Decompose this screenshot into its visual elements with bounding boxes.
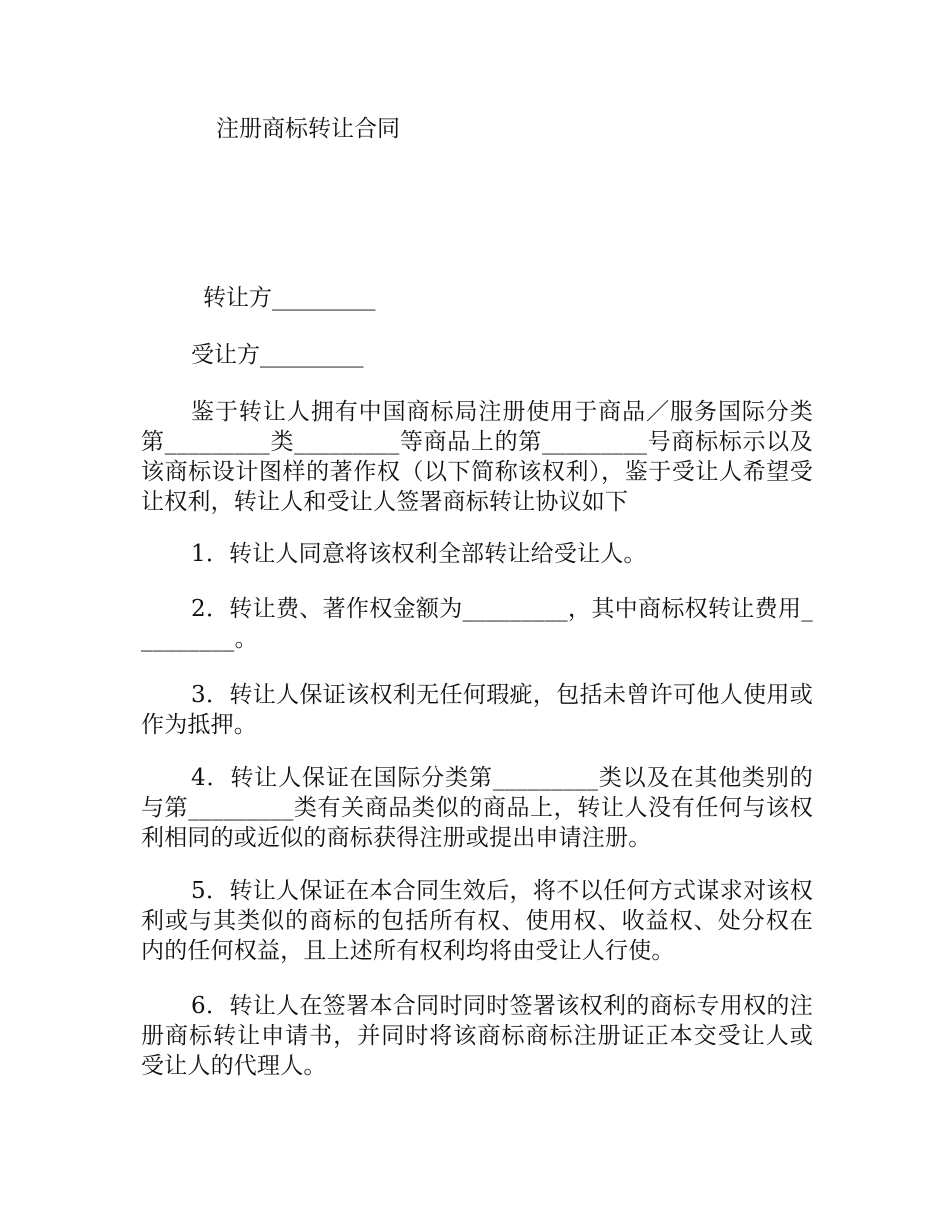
document-title: 注册商标转让合同: [216, 116, 400, 142]
transferee-line: 受让方_________: [191, 342, 364, 368]
clause-3: 3．转让人保证该权利无任何瑕疵，包括未曾许可他人使用或作为抵押。: [141, 682, 813, 738]
preamble-paragraph: 鉴于转让人拥有中国商标局注册使用于商品／服务国际分类第_________类_________等商品上的第_________号商标标示以及该商标设计图样的著作权（以下简称该权利），鉴于受让人希望受让权利，转让人和受让人签署商标转让协议如下: [141, 399, 813, 515]
clause-5: 5．转让人保证在本合同生效后，将不以任何方式谋求对该权利或与其类似的商标的包括所有权、使用权、收益权、处分权在内的任何权益，且上述所有权利均将由受让人行使。: [141, 878, 813, 964]
transferor-line: 转让方_________: [203, 285, 376, 311]
clause-1: 1．转让人同意将该权利全部转让给受让人。: [191, 541, 647, 567]
clause-6: 6．转让人在签署本合同时同时签署该权利的商标专用权的注册商标转让申请书，并同时将该商标商标注册证正本交受让人或受让人的代理人。: [141, 993, 813, 1079]
clause-2: 2．转让费、著作权金额为_________，其中商标权转让费用_________。: [141, 596, 813, 652]
clause-4: 4．转让人保证在国际分类第_________类以及在其他类别的与第_________类有关商品类似的商品上，转让人没有任何与该权利相同的或近似的商标获得注册或提出申请注册。: [141, 765, 813, 851]
